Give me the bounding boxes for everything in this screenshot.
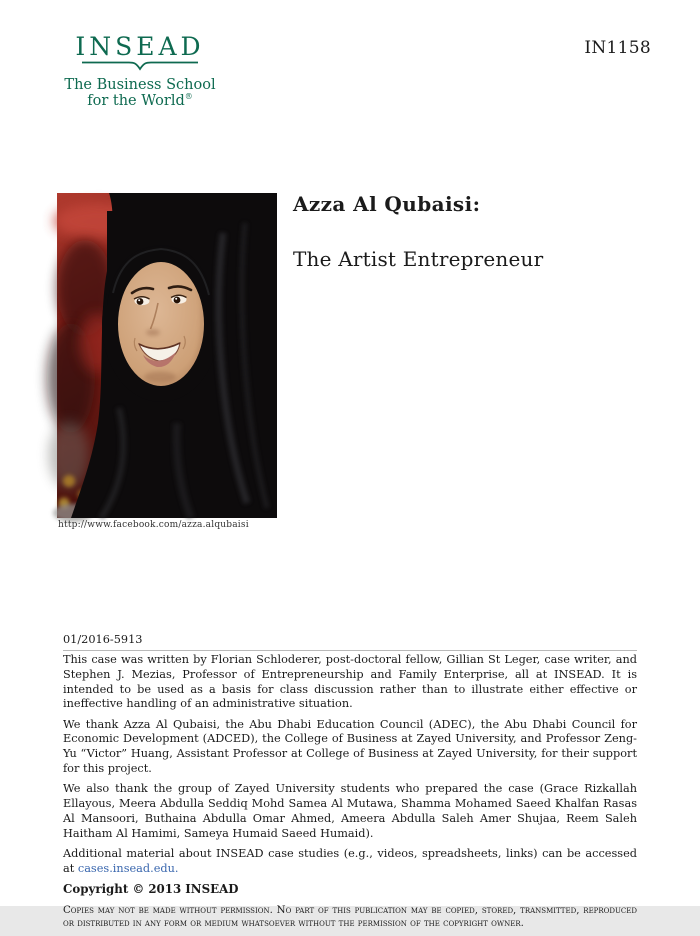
footer-divider (63, 650, 637, 651)
footer-text-block (63, 653, 637, 936)
additional-material-paragraph (63, 847, 637, 877)
additional-material-text: Additional material about INSEAD case studies (e.g., videos, spreadsheets, links) can be accessed at (63, 847, 637, 875)
copyright-line: Copyright © 2013 INSEAD (63, 882, 239, 897)
case-title: Azza Al Qubaisi: (293, 192, 481, 216)
cases-insead-edu-link[interactable]: cases.insead.edu. (77, 861, 179, 875)
registered-mark: ® (184, 92, 193, 102)
insead-logo-text: INSEAD (75, 32, 205, 61)
insead-tagline-line1: The Business School (64, 77, 216, 93)
legal-notice: Copies may not be made without permission. No part of this publication may be copied, stored, transmitted, reproduced or distributed in any form or medium whatsoever without the permission of the copyright owner. (63, 904, 637, 930)
students-paragraph: We also thank the group of Zayed University students who prepared the case (Grace Rizkallah Ellayous, Meera Abdulla Seddiq Mohd Samea Al Mutawa, Shamma Mohamed Saeed Khalfan Rasas Al Mansoori, Buthaina Abdulla Omar Ahmed, Ameera Abdulla Saleh Amer Shujaa, Reem Saleh Haitham Al Hamimi, Sameya Humaid Saeed Humaid). (63, 782, 637, 840)
portrait-photo (57, 193, 277, 518)
insead-logo (58, 34, 222, 109)
acknowledgements-paragraph: We thank Azza Al Qubaisi, the Abu Dhabi Education Council (ADEC), the Abu Dhabi Council for Economic Development (ADCED), the College of Business at Zayed University, and Professor Zeng-Yu “Victor” Huang, Assistant Professor at College of Business at Zayed University, for their support for this project. (63, 717, 637, 776)
insead-underline-brace-icon (80, 61, 200, 71)
case-subtitle: The Artist Entrepreneur (293, 247, 544, 271)
authors-paragraph: This case was written by Florian Schloderer, post-doctoral fellow, Gillian St Leger, case writer, and Stephen J. Mezias, Professor of Entrepreneurship and Family Enterprise, all at INSEAD. It is intended to be used as a basis for class discussion rather than to illustrate either effective or ineffective handling of an administrative situation. (63, 653, 637, 711)
document-number: IN1158 (584, 38, 651, 58)
photo-caption: http://www.facebook.com/azza.alqubaisi (58, 520, 249, 530)
insead-tagline-line2: for the World® (87, 92, 193, 110)
reference-number: 01/2016-5913 (63, 633, 143, 646)
insead-tagline (58, 77, 222, 109)
